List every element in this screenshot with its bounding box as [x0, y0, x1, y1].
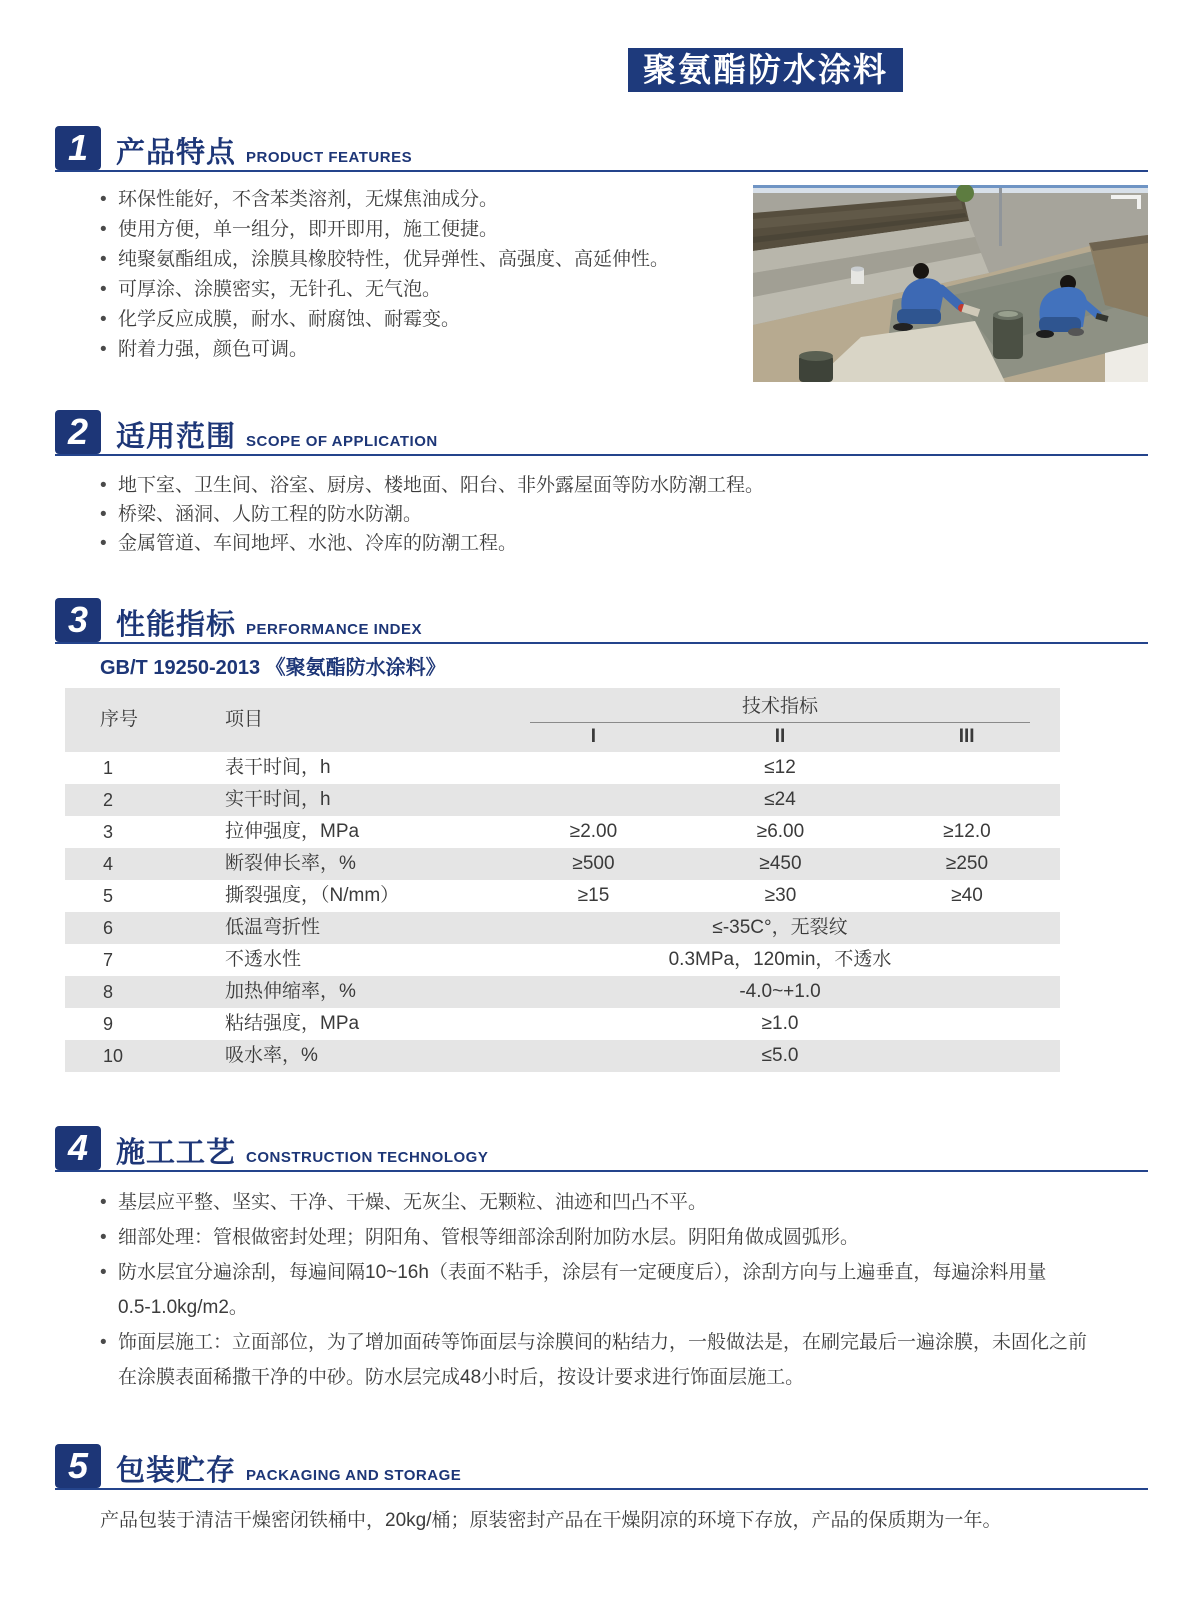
section-3-title: 性能指标: [116, 609, 237, 642]
section-5-number-badge: 5: [55, 1444, 101, 1488]
row-value-2: ≥30: [764, 885, 797, 906]
construction-bullet-continuation: 0.5-1.0kg/m2。: [118, 1297, 248, 1318]
row-seq: 9: [103, 1014, 114, 1034]
col-header-tech: [500, 688, 1060, 752]
row-seq: 10: [103, 1046, 124, 1066]
banner-row: [55, 0, 1148, 92]
row-value-1: ≥15: [577, 885, 610, 906]
section-2-number-badge: 2: [55, 410, 101, 454]
table-row: [65, 1040, 1060, 1072]
row-value: ≤24: [764, 789, 796, 810]
row-value-2: ≥450: [759, 853, 802, 874]
section-3-number-badge: 3: [55, 598, 101, 642]
table-row: [65, 848, 1060, 880]
section-5-header: [55, 1444, 1148, 1490]
row-item: 实干时间，h: [225, 789, 331, 810]
construction-bullet-continuation: 在涂膜表面稀撒干净的中砂。防水层完成48小时后，按设计要求进行饰面层施工。: [118, 1367, 805, 1388]
row-value: ≤5.0: [761, 1045, 799, 1066]
row-seq: 2: [103, 790, 114, 810]
section-1-title: 产品特点: [116, 137, 237, 170]
paint-barrel: [799, 351, 833, 382]
table-row: [65, 944, 1060, 976]
construction-bullet: • 细部处理：管根做密封处理；阴阳角、管根等细部涂刮附加防水层。阴阳角做成圆弧形。: [100, 1221, 1115, 1254]
row-value: ≤12: [764, 757, 796, 778]
row-value-1: ≥500: [572, 853, 615, 874]
page-title: 聚氨酯防水涂料: [628, 48, 903, 92]
grade-1-label: I: [590, 725, 596, 747]
section-1-content: [55, 185, 1148, 382]
row-item: 表干时间，h: [225, 757, 331, 778]
feature-bullet: • 使用方便，单一组分，即开即用，施工便捷。: [100, 215, 745, 245]
section-4-title: 施工工艺: [116, 1137, 237, 1170]
construction-steps-list: [55, 1186, 1115, 1394]
row-item: 吸水率，%: [225, 1045, 318, 1066]
feature-bullet: • 可厚涂、涂膜密实，无针孔、无气泡。: [100, 275, 745, 305]
row-value-3: ≥250: [945, 853, 989, 874]
section-4-header: [55, 1126, 1148, 1172]
construction-bullet: • 基层应平整、坚实、干净、干燥、无灰尘、无颗粒、油迹和凹凸不平。: [100, 1186, 1115, 1219]
row-item: 不透水性: [225, 949, 302, 970]
feature-bullet: • 附着力强，颜色可调。: [100, 335, 745, 365]
row-value: 0.3MPa，120min，不透水: [668, 949, 892, 970]
row-seq: 3: [103, 822, 114, 842]
product-photo: [753, 185, 1148, 382]
construction-bullet: • 防水层宜分遍涂刮，每遍间隔10~16h（表面不粘手，涂层有一定硬度后），涂刮方向与上遍垂直，每遍涂料用量: [100, 1256, 1115, 1289]
feature-bullet: • 环保性能好，不含苯类溶剂，无煤焦油成分。: [100, 185, 745, 215]
table-row: [65, 784, 1060, 816]
product-features-list: [55, 185, 745, 382]
section-2-title: 适用范围: [116, 421, 237, 454]
row-item: 低温弯折性: [225, 917, 321, 938]
feature-bullet: • 化学反应成膜，耐水、耐腐蚀、耐霉变。: [100, 305, 745, 335]
row-value-3: ≥12.0: [943, 821, 991, 842]
table-row: [65, 752, 1060, 784]
row-seq: 7: [103, 950, 114, 970]
construction-bullet: • 饰面层施工：立面部位，为了增加面砖等饰面层与涂膜间的粘结力，一般做法是，在刷完最后一遍涂膜，未固化之前: [100, 1326, 1115, 1359]
feature-bullet: • 纯聚氨酯组成，涂膜具橡胶特性，优异弹性、高强度、高延伸性。: [100, 245, 745, 275]
application-scope-list: [55, 471, 1148, 558]
section-4-number-badge: 4: [55, 1126, 101, 1170]
section-3-header: [55, 598, 1148, 644]
section-5-subtitle: PACKAGING AND STORAGE: [246, 1467, 462, 1484]
packaging-storage-text: 产品包装于清洁干燥密闭铁桶中，20kg/桶；原装密封产品在干燥阴凉的环境下存放，产品的保质期为一年。: [100, 1510, 1002, 1531]
row-seq: 4: [103, 854, 114, 874]
col-header-seq: 序号: [100, 709, 139, 730]
section-4-subtitle: CONSTRUCTION TECHNOLOGY: [246, 1149, 489, 1166]
row-value-3: ≥40: [951, 885, 983, 906]
row-seq: 8: [103, 982, 114, 1002]
row-value-1: ≥2.00: [569, 821, 618, 842]
paint-barrel: [993, 310, 1023, 359]
section-3-subtitle: PERFORMANCE INDEX: [246, 621, 423, 638]
table-row: [65, 1008, 1060, 1040]
table-header: [65, 688, 1060, 752]
section-1-header: [55, 126, 1148, 172]
row-item: 加热伸缩率，%: [225, 981, 356, 1002]
row-seq: 6: [103, 918, 114, 938]
tech-index-label: 技术指标: [741, 695, 818, 717]
grade-2-label: II: [774, 725, 786, 747]
row-value: ≥1.0: [761, 1013, 799, 1034]
standard-reference: GB/T 19250-2013 《聚氨酯防水涂料》: [100, 657, 446, 679]
section-1-subtitle: PRODUCT FEATURES: [246, 149, 413, 166]
scope-bullet: • 桥梁、涵洞、人防工程的防水防潮。: [100, 500, 1148, 529]
row-value: -4.0~+1.0: [739, 981, 821, 1002]
performance-index-table: [65, 688, 1060, 1072]
row-item: 撕裂强度，（N/mm）: [225, 885, 400, 906]
row-seq: 1: [103, 758, 114, 778]
section-2-header: [55, 410, 1148, 456]
row-value: ≤-35C°，无裂纹: [712, 917, 848, 938]
scope-bullet: • 地下室、卫生间、浴室、厨房、楼地面、阳台、非外露屋面等防水防潮工程。: [100, 471, 1148, 500]
col-header-item: 项目: [225, 709, 264, 730]
tech-grade-columns: [500, 723, 1060, 751]
row-value-2: ≥6.00: [756, 821, 805, 842]
grade-3-label: III: [958, 725, 975, 747]
row-item: 断裂伸长率，%: [225, 853, 356, 874]
table-row: [65, 816, 1060, 848]
row-item: 粘结强度，MPa: [225, 1013, 360, 1034]
table-row: [65, 880, 1060, 912]
row-item: 拉伸强度，MPa: [225, 821, 360, 842]
row-seq: 5: [103, 886, 114, 906]
workers-coating-roof-illustration: [753, 185, 1148, 382]
table-row: [65, 912, 1060, 944]
section-1-number-badge: 1: [55, 126, 101, 170]
section-5-title: 包装贮存: [116, 1455, 237, 1488]
scope-bullet: • 金属管道、车间地坪、水池、冷库的防潮工程。: [100, 529, 1148, 558]
section-2-subtitle: SCOPE OF APPLICATION: [246, 433, 438, 450]
table-row: [65, 976, 1060, 1008]
